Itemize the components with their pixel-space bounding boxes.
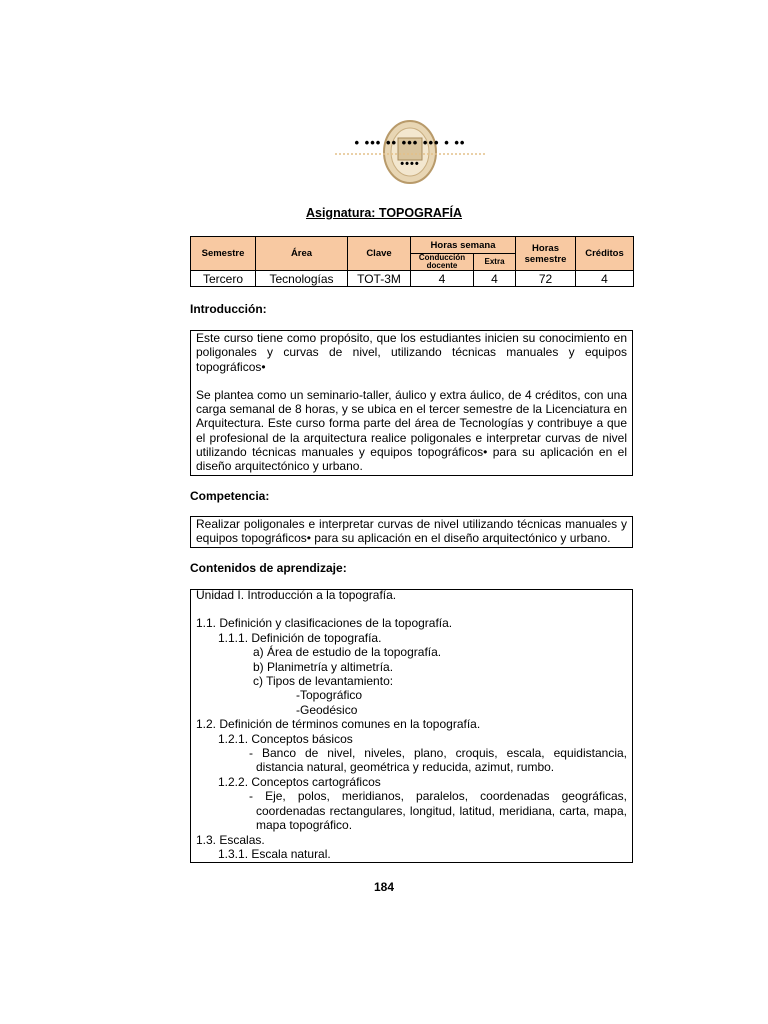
university-seal-logo xyxy=(330,120,490,190)
list-item: - Eje, polos, meridianos, paralelos, coordenadas geográficas, coordenadas rectangulares, longitud, latitud, meridiana, carta, mapa, mapa topográfico. xyxy=(249,789,627,833)
competencia-box xyxy=(190,516,633,548)
contenidos-box xyxy=(190,589,633,863)
list-item: 1.2.2. Conceptos cartográficos xyxy=(218,774,381,789)
header-semestre: Semestre xyxy=(191,237,256,271)
course-info-table xyxy=(190,236,634,287)
list-item: -Geodésico xyxy=(296,702,358,717)
cell-horas-semestre: 72 xyxy=(516,271,576,287)
list-item: c) Tipos de levantamiento: xyxy=(253,674,394,689)
header-extra: Extra xyxy=(474,254,516,271)
list-item: 1.1.1. Definición de topografía. xyxy=(218,630,382,645)
introduccion-heading: Introducción: xyxy=(190,302,267,316)
cell-area: Tecnologías xyxy=(256,271,348,287)
table-row xyxy=(191,271,634,287)
list-item: Unidad I. Introducción a la topografía. xyxy=(196,588,397,602)
competencia-text: Realizar poligonales e interpretar curvas de nivel utilizando técnicas manuales y equipos topográficos• para su aplicación en el diseño arquitectónico y urbano. xyxy=(196,517,627,546)
cell-clave: TOT-3M xyxy=(348,271,411,287)
list-item: - Banco de nivel, niveles, plano, croquis, escala, equidistancia, distancia natural, geométrica y reducida, azimut, rumbo. xyxy=(249,746,627,775)
competencia-heading: Competencia: xyxy=(190,489,270,503)
page-number: 184 xyxy=(373,880,395,894)
page-title: Asignatura: TOPOGRAFÍA xyxy=(305,206,463,220)
header-conduccion-docente: Conducción docente xyxy=(411,254,474,271)
header-horas-semana: Horas semana xyxy=(411,237,516,254)
contenidos-heading: Contenidos de aprendizaje: xyxy=(190,561,347,575)
introduccion-paragraph-1: Este curso tiene como propósito, que los estudiantes inicien su conocimiento en poligonales y curvas de nivel, utilizando técnicas manuales y equipos topográficos• xyxy=(196,331,627,374)
header-area: Área xyxy=(256,237,348,271)
svg-text:••••: •••• xyxy=(400,158,420,170)
header-clave: Clave xyxy=(348,237,411,271)
list-item: -Topográfico xyxy=(296,688,363,703)
list-item: b) Planimetría y altimetría. xyxy=(253,659,394,674)
list-item: 1.1. Definición y clasificaciones de la topografía. xyxy=(196,616,453,631)
cell-extra: 4 xyxy=(474,271,516,287)
list-item: 1.2. Definición de términos comunes en la topografía. xyxy=(196,717,481,732)
svg-text:• ••• •• ••• ••• • ••: • ••• •• ••• ••• • •• xyxy=(354,135,466,150)
header-horas-semestre: Horas semestre xyxy=(516,237,576,271)
cell-creditos: 4 xyxy=(576,271,634,287)
list-item: 1.3.1. Escala natural. xyxy=(218,846,331,861)
list-item: a) Área de estudio de la topografía. xyxy=(253,645,442,660)
header-creditos: Créditos xyxy=(576,237,634,271)
cell-semestre: Tercero xyxy=(191,271,256,287)
cell-conduccion: 4 xyxy=(411,271,474,287)
introduccion-box xyxy=(190,330,633,476)
list-item: 1.2.1. Conceptos básicos xyxy=(218,731,353,746)
introduccion-paragraph-2: Se plantea como un seminario-taller, áulico y extra áulico, de 4 créditos, con una carga semanal de 8 horas, y se ubica en el tercer semestre de la Licenciatura en Arquitectura. Este curso forma parte del área de Tecnologías y contribuye a que el profesional de la arquitectura realice poligonales e interpretar curvas de nivel utilizando técnicas manuales y equipos topográficos• para su aplicación en el diseño arquitectónico y urbano. xyxy=(196,387,627,474)
list-item: 1.3. Escalas. xyxy=(196,832,265,847)
